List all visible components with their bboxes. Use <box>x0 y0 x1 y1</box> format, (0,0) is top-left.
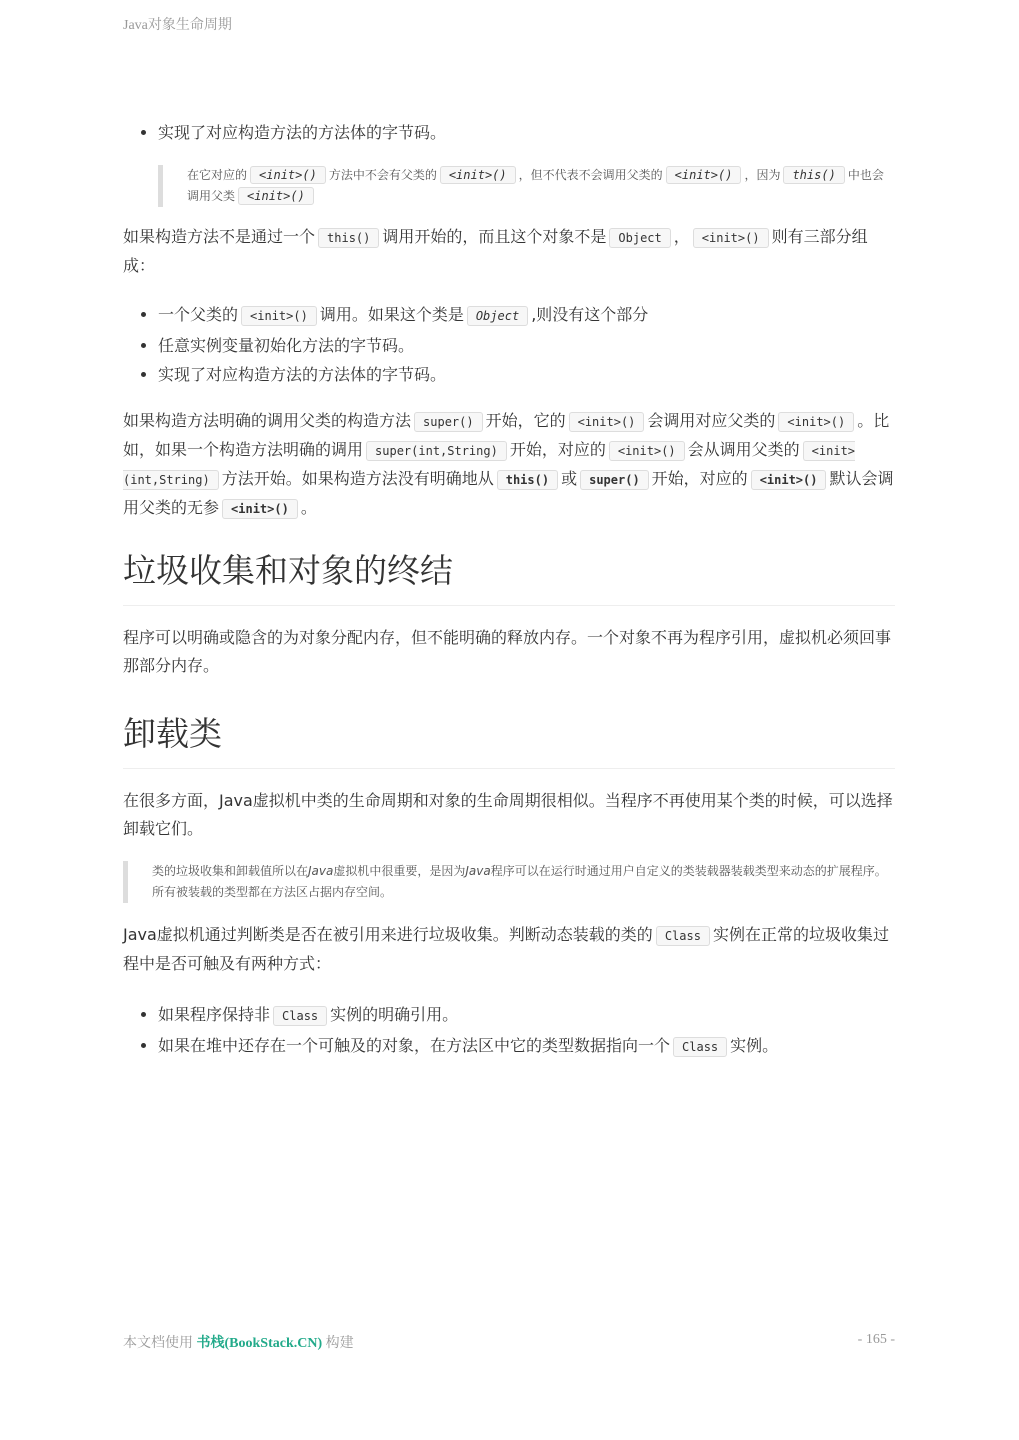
inline-code: <init>() <box>609 441 685 461</box>
paragraph-unload: 在很多方面，Java虚拟机中类的生命周期和对象的生命周期很相似。当程序不再使用某个类的时候，可以选择卸载它们。 <box>123 791 893 838</box>
main-content <box>123 118 895 1062</box>
quote-emphasis: Java <box>308 864 334 878</box>
text: ， <box>673 227 690 246</box>
running-header: Java对象生命周期 <box>123 18 232 33</box>
text: Java虚拟机通过判断类是否在被引用来进行垃圾收集。判断动态装载的类的 <box>123 925 653 944</box>
paragraph-constructor-parts <box>123 223 895 280</box>
text: 调用开始的，而且这个对象不是 <box>382 227 607 246</box>
text: 如果在堆中还存在一个可触及的对象，在方法区中它的类型数据指向一个 <box>158 1036 671 1055</box>
page-footer <box>123 1332 895 1352</box>
list-item <box>158 300 895 331</box>
inline-code: <init>() <box>222 499 298 519</box>
inline-code: <init>() <box>751 470 827 490</box>
text: 如果构造方法不是通过一个 <box>123 227 316 246</box>
text: 默认会调用父类的无参 <box>123 469 894 517</box>
quote-text: 程序可以在运行时通过用户自定义的类装载器装载类型来动态的扩展程序。所有被装载的类型都在方法区占据内存空间。 <box>152 864 887 899</box>
quote-text: 类的垃圾收集和卸载值所以在 <box>152 864 309 878</box>
text: 实例。 <box>730 1036 779 1055</box>
inline-code: <init>() <box>241 306 317 326</box>
list-item: • 实现了对应构造方法的方法体的字节码。 <box>158 118 895 147</box>
quote-text: 方法中不会有父类的 <box>328 168 437 182</box>
bullet-list-parts <box>123 300 895 389</box>
inline-code: <init>() <box>440 166 516 184</box>
text: 一个父类的 <box>158 305 239 324</box>
inline-code: Class <box>273 1006 327 1026</box>
inline-code: Object <box>467 306 528 326</box>
paragraph-class-gc <box>123 921 895 978</box>
text: 方法开始。如果构造方法没有明确地从 <box>221 469 494 488</box>
text: 则有三部分组成： <box>123 227 868 275</box>
text: 或 <box>561 469 578 488</box>
inline-code: <init>() <box>693 228 769 248</box>
quote-text: ，因为 <box>744 168 781 182</box>
text: 会调用对应父类的 <box>647 411 776 430</box>
footer-text: 构建 <box>325 1336 354 1351</box>
footer-credit <box>123 1332 354 1352</box>
footer-brand-link[interactable]: 书栈(BookStack.CN) <box>196 1336 323 1351</box>
list-item <box>158 1031 895 1062</box>
inline-code: super() <box>580 470 649 490</box>
section-heading-gc: 垃圾收集和对象的终结 <box>123 549 895 606</box>
inline-code: <init>() <box>666 166 742 184</box>
text: 。比如，如果一个构造方法明确的调用 <box>123 411 890 459</box>
bullet-list-top <box>123 118 895 147</box>
inline-code: <init>() <box>250 166 326 184</box>
text: 如果构造方法明确的调用父类的构造方法 <box>123 411 412 430</box>
text: 调用。如果这个类是 <box>319 305 464 324</box>
list-item: • 任意实例变量初始化方法的字节码。 <box>158 331 895 360</box>
text: 如果程序保持非 <box>158 1005 271 1024</box>
list-item <box>158 1000 895 1031</box>
quote-emphasis: Java <box>465 864 491 878</box>
inline-code: Class <box>656 926 710 946</box>
bullet-list-reachability <box>123 1000 895 1062</box>
text: 开始，对应的 <box>509 440 606 459</box>
note-quote-unload <box>123 861 895 903</box>
text: 开始，它的 <box>485 411 566 430</box>
note-quote-init <box>158 165 895 207</box>
page-number: - 165 - <box>857 1332 895 1347</box>
inline-code: <init>() <box>569 412 645 432</box>
inline-code: Object <box>609 228 670 248</box>
quote-text: 虚拟机中很重要，是因为 <box>333 864 466 878</box>
text: 。 <box>300 498 317 517</box>
list-item: • 实现了对应构造方法的方法体的字节码。 <box>158 360 895 389</box>
quote-text: 在它对应的 <box>187 168 248 182</box>
text: 实例的明确引用。 <box>330 1005 459 1024</box>
quote-text: 中也会调用父类 <box>187 168 884 203</box>
text: 会从调用父类的 <box>687 440 800 459</box>
section-heading-unload: 卸载类 <box>123 712 895 769</box>
inline-code: <init>() <box>778 412 854 432</box>
paragraph-gc: 程序可以明确或隐含的为对象分配内存，但不能明确的释放内存。一个对象不再为程序引用，虚拟机必须回事那部分内存。 <box>123 628 892 675</box>
footer-text: 本文档使用 <box>123 1336 193 1351</box>
inline-code: this() <box>318 228 379 248</box>
text: 实例在正常的垃圾收集过程中是否可触及有两种方式： <box>123 925 889 973</box>
inline-code: Class <box>673 1037 727 1057</box>
inline-code: <init>(int,String) <box>123 441 855 490</box>
text: ,则没有这个部分 <box>531 305 649 324</box>
text: 开始，对应的 <box>651 469 748 488</box>
inline-code: super() <box>414 412 483 432</box>
inline-code: this() <box>497 470 558 490</box>
inline-code: this() <box>783 166 844 184</box>
paragraph-super-call <box>123 407 895 523</box>
inline-code: <init>() <box>238 187 314 205</box>
inline-code: super(int,String) <box>366 441 507 461</box>
quote-text: ，但不代表不会调用父类的 <box>518 168 663 182</box>
